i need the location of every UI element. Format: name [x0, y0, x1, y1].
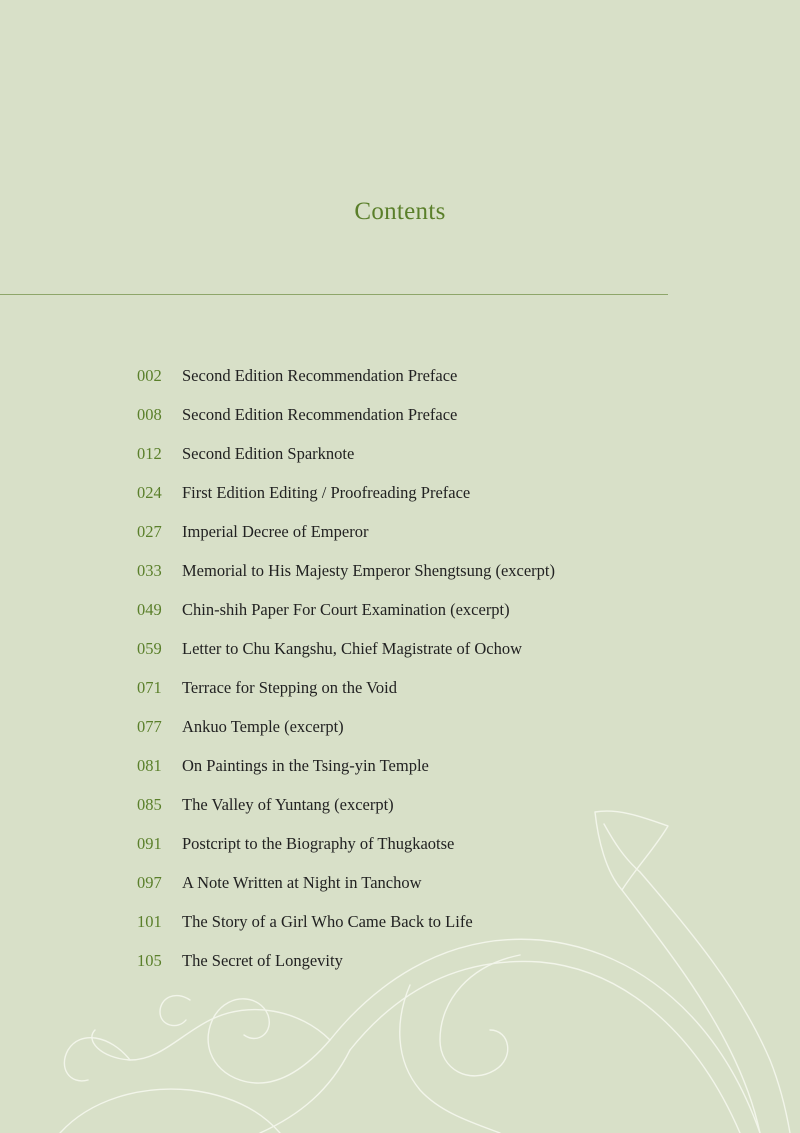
toc-entry[interactable]: [137, 668, 697, 707]
toc-page-number: 077: [137, 716, 162, 736]
toc-entry-title: Terrace for Stepping on the Void: [182, 677, 397, 697]
toc-entry-title: Second Edition Recommendation Preface: [182, 365, 458, 385]
toc-entry[interactable]: [137, 395, 697, 434]
toc-entry-title: The Story of a Girl Who Came Back to Life: [182, 911, 473, 931]
toc-entry[interactable]: [137, 551, 697, 590]
toc-page-number: 049: [137, 599, 162, 619]
toc-entry-title: First Edition Editing / Proofreading Preface: [182, 482, 471, 502]
toc-entry-title: Chin-shih Paper For Court Examination (excerpt): [182, 599, 510, 619]
toc-page-number: 085: [137, 794, 162, 814]
toc-entry[interactable]: [137, 785, 697, 824]
title-divider: [0, 294, 668, 295]
page-title: Contents: [354, 198, 446, 225]
toc-page-number: 101: [137, 911, 162, 931]
toc-entry[interactable]: [137, 707, 697, 746]
toc-entry-title: Memorial to His Majesty Emperor Shengtsung (excerpt): [182, 560, 555, 580]
toc-entry-title: The Secret of Longevity: [182, 950, 343, 970]
toc-page-number: 091: [137, 833, 162, 853]
toc-entry-title: Letter to Chu Kangshu, Chief Magistrate of Ochow: [182, 638, 523, 658]
toc-entry-title: Second Edition Sparknote: [182, 443, 355, 463]
toc-entry-title: Postcript to the Biography of Thugkaotse: [182, 833, 455, 853]
toc-entry[interactable]: [137, 629, 697, 668]
table-of-contents: [137, 356, 697, 980]
toc-page-number: 071: [137, 677, 162, 697]
toc-entry-title: On Paintings in the Tsing-yin Temple: [182, 755, 429, 775]
toc-page-number: 033: [137, 560, 162, 580]
toc-entry-title: A Note Written at Night in Tanchow: [182, 872, 422, 892]
toc-entry[interactable]: [137, 512, 697, 551]
toc-entry[interactable]: [137, 473, 697, 512]
toc-page-number: 097: [137, 872, 162, 892]
toc-entry-title: Second Edition Recommendation Preface: [182, 404, 458, 424]
toc-page-number: 002: [137, 365, 162, 385]
toc-page-number: 012: [137, 443, 162, 463]
toc-page-number: 081: [137, 755, 162, 775]
toc-entry[interactable]: [137, 941, 697, 980]
toc-entry[interactable]: [137, 746, 697, 785]
toc-page-number: 008: [137, 404, 162, 424]
toc-entry[interactable]: [137, 863, 697, 902]
toc-entry-title: Ankuo Temple (excerpt): [182, 716, 344, 736]
toc-entry[interactable]: [137, 434, 697, 473]
toc-entry[interactable]: [137, 356, 697, 395]
toc-entry-title: The Valley of Yuntang (excerpt): [182, 794, 394, 814]
toc-entry[interactable]: [137, 590, 697, 629]
toc-page-number: 105: [137, 950, 162, 970]
toc-page-number: 059: [137, 638, 162, 658]
toc-entry[interactable]: [137, 902, 697, 941]
toc-page-number: 024: [137, 482, 162, 502]
toc-entry-title: Imperial Decree of Emperor: [182, 521, 369, 541]
toc-entry[interactable]: [137, 824, 697, 863]
toc-page-number: 027: [137, 521, 162, 541]
